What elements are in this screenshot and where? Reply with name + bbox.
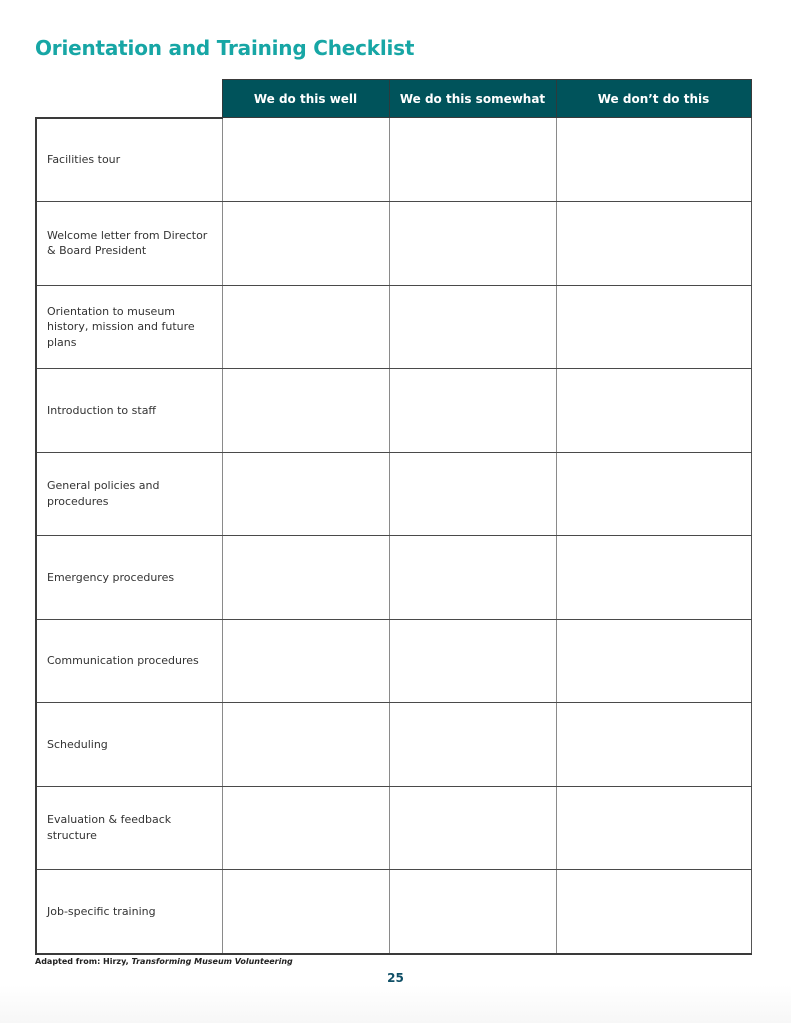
cell-do-well[interactable] (222, 369, 389, 453)
source-prefix: Adapted from: Hirzy, (35, 957, 132, 966)
cell-do-well[interactable] (222, 202, 389, 286)
table-row (36, 703, 751, 787)
row-label: Introduction to staff (36, 369, 222, 453)
cell-do-somewhat[interactable] (389, 285, 556, 369)
row-label: Job-specific training (36, 870, 222, 954)
cell-do-well[interactable] (222, 118, 389, 202)
source-citation (35, 957, 293, 966)
table-row (36, 452, 751, 536)
checklist-table (35, 79, 752, 955)
row-label: Scheduling (36, 703, 222, 787)
cell-do-well[interactable] (222, 452, 389, 536)
cell-dont-do[interactable] (556, 536, 751, 620)
header-do-well: We do this well (222, 80, 389, 118)
cell-do-somewhat[interactable] (389, 118, 556, 202)
cell-do-somewhat[interactable] (389, 870, 556, 954)
row-label: Emergency procedures (36, 536, 222, 620)
cell-dont-do[interactable] (556, 369, 751, 453)
row-label: Welcome letter from Director & Board President (36, 202, 222, 286)
source-book-title: Transforming Museum Volunteering (131, 957, 293, 966)
table-row (36, 118, 751, 202)
row-label: Facilities tour (36, 118, 222, 202)
cell-do-somewhat[interactable] (389, 786, 556, 870)
header-blank-cell (36, 80, 222, 118)
row-label: General policies and procedures (36, 452, 222, 536)
row-label: Orientation to museum history, mission and future plans (36, 285, 222, 369)
checklist-table-container (35, 79, 750, 955)
cell-do-well[interactable] (222, 285, 389, 369)
header-row (36, 80, 751, 118)
cell-do-somewhat[interactable] (389, 536, 556, 620)
cell-dont-do[interactable] (556, 703, 751, 787)
cell-do-well[interactable] (222, 786, 389, 870)
cell-dont-do[interactable] (556, 619, 751, 703)
header-dont-do: We don’t do this (556, 80, 751, 118)
table-row (36, 786, 751, 870)
cell-dont-do[interactable] (556, 786, 751, 870)
table-row (36, 369, 751, 453)
header-do-somewhat: We do this somewhat (389, 80, 556, 118)
cell-dont-do[interactable] (556, 118, 751, 202)
row-label: Communication procedures (36, 619, 222, 703)
page-title: Orientation and Training Checklist (35, 36, 415, 60)
cell-do-well[interactable] (222, 536, 389, 620)
table-row (36, 202, 751, 286)
page-number: 25 (387, 971, 404, 985)
cell-do-well[interactable] (222, 870, 389, 954)
table-row (36, 870, 751, 954)
cell-dont-do[interactable] (556, 202, 751, 286)
cell-dont-do[interactable] (556, 870, 751, 954)
cell-do-somewhat[interactable] (389, 452, 556, 536)
cell-do-somewhat[interactable] (389, 202, 556, 286)
table-row (36, 619, 751, 703)
cell-dont-do[interactable] (556, 285, 751, 369)
cell-do-well[interactable] (222, 619, 389, 703)
cell-dont-do[interactable] (556, 452, 751, 536)
cell-do-somewhat[interactable] (389, 369, 556, 453)
row-label: Evaluation & feedback structure (36, 786, 222, 870)
cell-do-well[interactable] (222, 703, 389, 787)
table-row (36, 536, 751, 620)
table-row (36, 285, 751, 369)
cell-do-somewhat[interactable] (389, 703, 556, 787)
cell-do-somewhat[interactable] (389, 619, 556, 703)
